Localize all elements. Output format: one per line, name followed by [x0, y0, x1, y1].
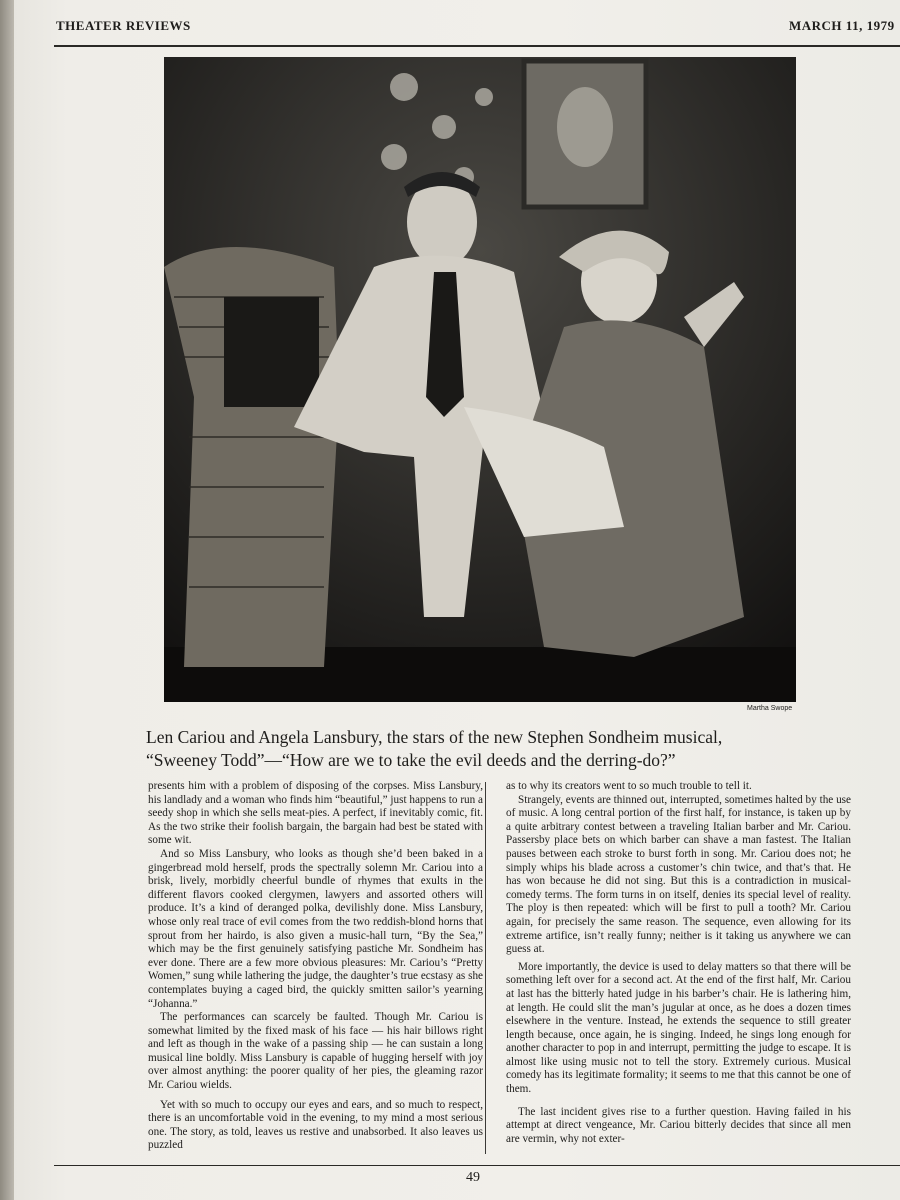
paragraph: as to why its creators went to so much trouble to tell it. [506, 780, 752, 792]
production-photo [164, 57, 796, 702]
page-number: 49 [466, 1170, 480, 1185]
section-header: THEATER REVIEWS [56, 18, 191, 33]
paragraph: More importantly, the device is used to delay matters so that there will be something left over for a second act. At the end of the first half, Mr. Cariou at last has the bitterly hated judge in his barber’s chair. He is lathering him, at length. He could slit the man’s jugular at once, as he does a dozen times elsewhere in the venture. Instead, he extends the sequence to still greater length because, once again, he is singing. Indeed, he sings long enough for another character to pop in and interrupt, permitting the judge to escape. It is almost like using music not to tell the story. Extremely curious. Musical comedy has its legitimate formality; it seems to me that this cannot be one of them. [506, 960, 851, 1096]
column-divider [485, 782, 486, 1154]
footer-divider [54, 1165, 900, 1166]
stage-photo-icon [164, 57, 796, 702]
article-column-right [506, 780, 851, 1146]
magazine-page [14, 0, 900, 1200]
photo-caption [146, 726, 886, 772]
paragraph: And so Miss Lansbury, who looks as though she’d been baked in a gingerbread mold herself, prods the spectrally solemn Mr. Cariou into a brisk, lively, morbidly cheerful bundle of rhymes that exults in the different flavors cooked clergymen, lawyers and assorted others will produce. It’s a kind of deranged polka, devilishly done. Miss Lansbury, whose only real trace of evil comes from the two reddish-blond horns that sprout from her hairdo, is also given a music-hall turn, “By the Sea,” which may be the first genuinely satisfying pastiche Mr. Sondheim has ever done. There are a few more obvious pleasures: Mr. Cariou’s “Pretty Women,” sung while lathering the judge, the daughter’s true ecstasy as she contemplates buying a caged bird, the quickly smitten sailor’s yearning “Johanna.” [148, 847, 483, 1010]
header-divider [54, 45, 900, 47]
paragraph: Yet with so much to occupy our eyes and ears, and so much to respect, there is an uncomfortable void in the evening, to my mind a most serious one. The story, as told, leaves us restive and unabsorbed. It also leaves us puzzled [148, 1098, 483, 1152]
article-column-left [148, 780, 483, 1153]
paragraph: The performances can scarcely be faulted. Though Mr. Cariou is somewhat limited by the fixed mask of his face — his hair billows right and left as though in the wake of a passing ship — he can sustain a long musical line boldly. Miss Lansbury is capable of hugging herself with joy over almost anything: the poorer quality of her pies, the gleaming razor Mr. Cariou wields. [148, 1011, 483, 1092]
caption-line-2: “Sweeney Todd”—“How are we to take the evil deeds and the derring-do?” [146, 750, 676, 770]
paragraph: presents him with a problem of disposing of the corpses. Miss Lansbury, his landlady and a woman who finds him “beautiful,” just happens to run a seedy shop in which she sells meat-pies. A perfect, if inevitably comic, fit. As the two strike their foolish bargain, the bargain had best be stated with some wit. [148, 780, 483, 847]
caption-line-1: Len Cariou and Angela Lansbury, the stars of the new Stephen Sondheim musical, [146, 727, 723, 747]
issue-date: MARCH 11, 1979 [789, 18, 895, 33]
paragraph: The last incident gives rise to a further question. Having failed in his attempt at direct vengeance, Mr. Cariou bitterly decides that since all men are vermin, why not exter- [506, 1105, 851, 1145]
photo-credit: Martha Swope [747, 705, 793, 712]
book-spine-shadow [0, 0, 14, 1200]
paragraph: Strangely, events are thinned out, interrupted, sometimes halted by the use of music. A long central portion of the first half, for instance, is taken up by a quite arbitrary contest between a traveling Italian barber and Mr. Cariou. Passersby place bets on which barber can shave a man fastest. The Italian pauses between each stroke to burst forth in song. Mr. Cariou does not; he simply whips his blade across a customer’s chin twice, and that’s that. He has won because he did not sing. But this is a contradiction in musical-comedy terms. The form turns in on itself, denies its special level of reality. The ploy is then repeated: which will be first to pull a tooth? Mr. Cariou again, for precisely the same reason. The sequence, even allowing for its extreme artifice, isn’t really funny; neither is it taking us anywhere we can guess at. [506, 793, 851, 956]
